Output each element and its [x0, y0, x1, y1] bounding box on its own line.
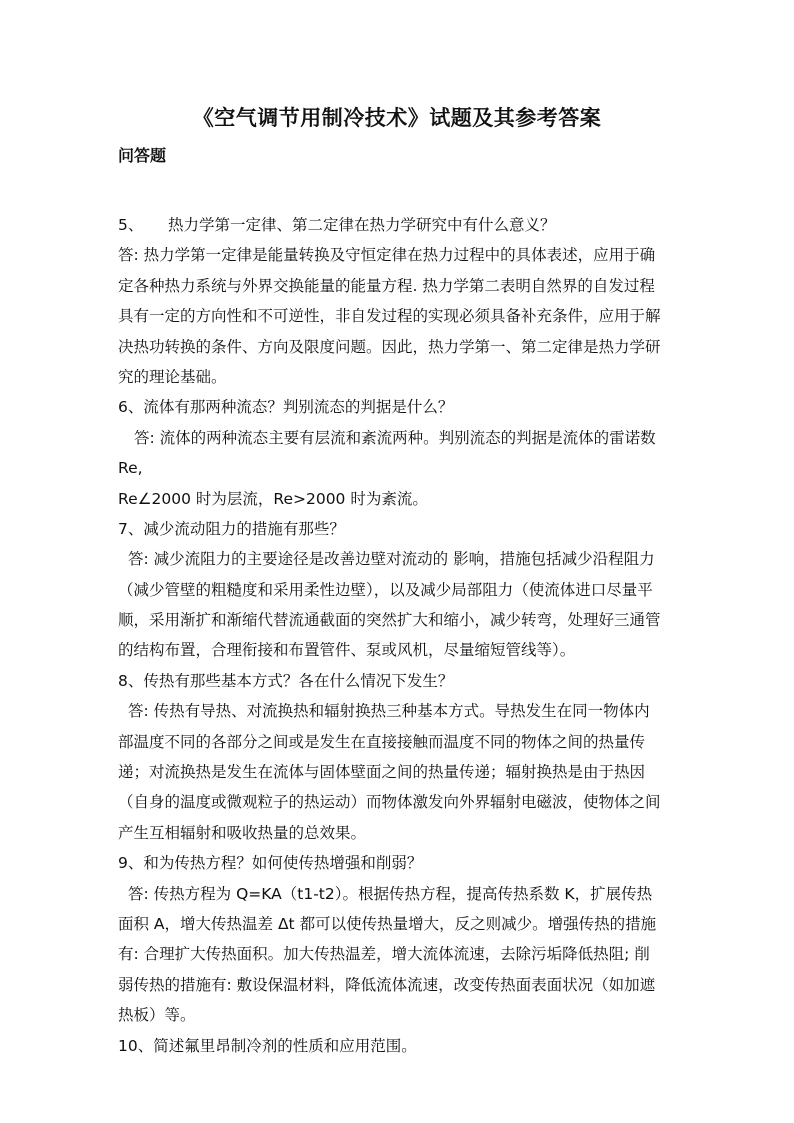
- answer-8-line-5: 产生互相辐射和吸收热量的总效果。: [118, 823, 367, 842]
- document-body: [118, 210, 684, 1061]
- answer-9-line-4: 弱传热的措施有: 敷设保温材料，降低流体流速，改变传热面表面状况（如加遮: [118, 975, 656, 994]
- section-heading: 问答题: [118, 146, 167, 165]
- answer-5-line-2: 定各种热力系统与外界交换能量的能量方程. 热力学第二表明自然界的自发过程: [118, 276, 655, 295]
- answer-7-line-3: 顺，采用渐扩和渐缩代替流通截面的突然扩大和缩小，减少转弯，处理好三通管: [118, 611, 661, 630]
- answer-9-line-2: 面积 A，增大传热温差 Δt 都可以使传热量增大，反之则减少。增强传热的措施: [118, 914, 657, 933]
- question-7: 7、减少流动阻力的措施有那些？: [118, 519, 345, 538]
- answer-7-line-2: （减少管壁的粗糙度和采用柔性边壁），以及减少局部阻力（使流体进口尽量平: [118, 580, 653, 599]
- question-9: 9、和为传热方程？如何使传热增强和削弱？: [118, 854, 423, 873]
- answer-6-line-2: Re,: [118, 459, 143, 478]
- answer-5-line-3: 具有一定的方向性和不可逆性，非自发过程的实现必须具备补充条件，应用于解: [118, 307, 661, 326]
- question-8: 8、传热有那些基本方式？各在什么情况下发生？: [118, 671, 454, 690]
- answer-7-line-1: 答: 减少流阻力的主要途径是改善边壁对流动的 影响，措施包括减少沿程阻力: [128, 550, 655, 569]
- question-5: [118, 210, 684, 240]
- question-10: 10、简述氟里昂制冷剂的性质和应用范围。: [118, 1036, 417, 1055]
- answer-5-line-5: 究的理论基础。: [118, 367, 227, 386]
- answer-9-line-1: 答: 传热方程为 Q=KA（t1-t2）。根据传热方程，提高传热系数 K，扩展传热: [128, 884, 653, 903]
- answer-5-line-1: 答: 热力学第一定律是能量转换及守恒定律在热力过程中的具体表述，应用于确: [118, 246, 656, 265]
- question-6: 6、流体有那两种流态？判别流态的判据是什么？: [118, 398, 454, 417]
- answer-8-line-1: 答: 传热有导热、对流换热和辐射换热三种基本方式。导热发生在同一物体内: [128, 702, 650, 721]
- answer-8-line-2: 部温度不同的各部分之间或是发生在直接接触而温度不同的物体之间的热量传: [118, 732, 646, 751]
- answer-9-line-5: 热板）等。: [118, 1006, 196, 1025]
- question-5-number: 5、: [118, 216, 144, 234]
- answer-8-line-3: 递；对流换热是发生在流体与固体壁面之间的热量传递；辐射换热是由于热因: [118, 763, 646, 782]
- answer-9-line-3: 有: 合理扩大传热面积。加大传热温差，增大流体流速，去除污垢降低热阻; 削: [118, 945, 650, 964]
- question-5-text: 热力学第一定律、第二定律在热力学研究中有什么意义？: [168, 216, 556, 234]
- answer-6-line-3: Re∠2000 时为层流，Re>2000 时为紊流。: [118, 489, 428, 508]
- answer-7-line-4: 的结构布置，合理衔接和布置管件、泵或风机，尽量缩短管线等）。: [118, 641, 576, 660]
- answer-8-line-4: （自身的温度或微观粒子的热运动）而物体激发向外界辐射电磁波，使物体之间: [118, 793, 661, 812]
- answer-6-line-1: 答: 流体的两种流态主要有层流和紊流两种。判别流态的判据是流体的雷诺数: [134, 428, 656, 447]
- answer-5-line-4: 决热功转换的条件、方向及限度问题。因此，热力学第一、第二定律是热力学研: [118, 337, 661, 356]
- document-title: 《空气调节用制冷技术》试题及其参考答案: [192, 106, 602, 130]
